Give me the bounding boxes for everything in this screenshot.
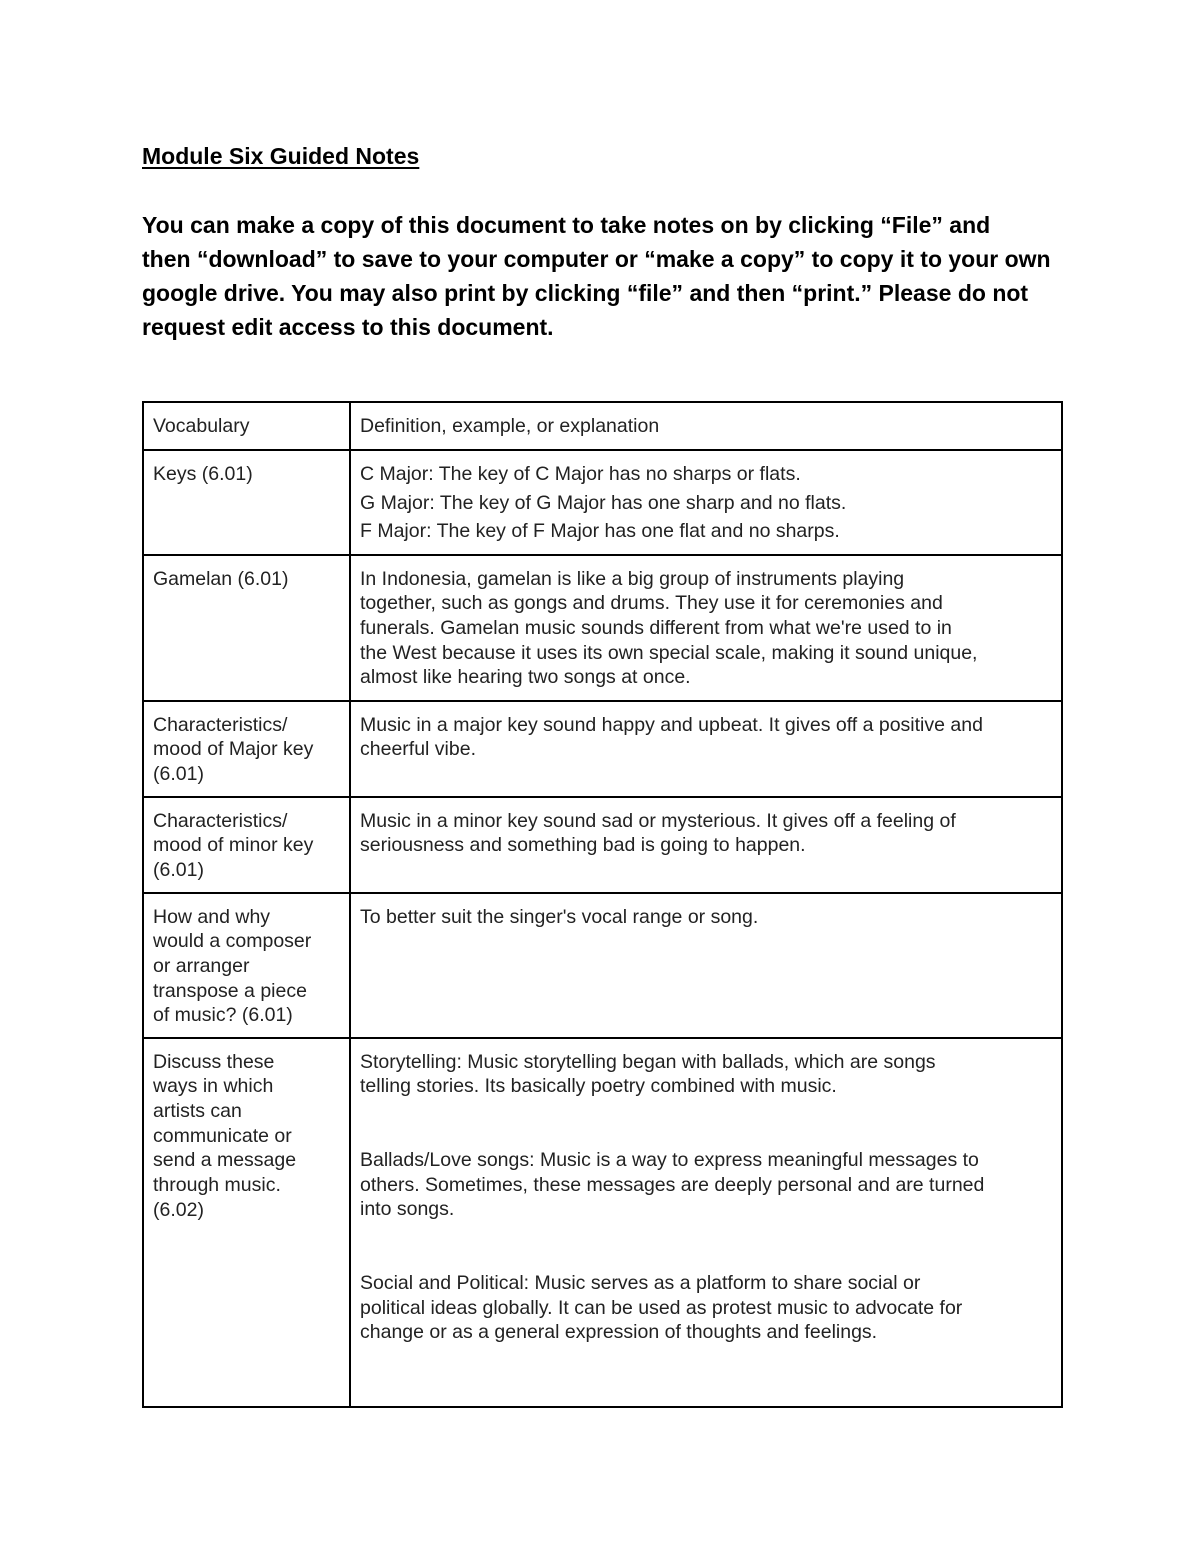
header-label: Vocabulary <box>153 415 250 437</box>
definition-line: To better suit the singer's vocal range or song. <box>360 905 759 928</box>
definition-cell <box>350 893 1062 1038</box>
definition-line: telling stories. Its basically poetry combined with music. <box>360 1075 837 1098</box>
header-cell-definition <box>350 402 1062 450</box>
term-line: mood of Major key <box>153 738 314 761</box>
term-line: ways in which <box>153 1075 274 1098</box>
intro-line: request edit access to this document. <box>142 314 554 340</box>
definition-line: change or as a general expression of thoughts and feelings. <box>360 1321 878 1344</box>
term-line: Characteristics/ <box>153 809 288 832</box>
definition-cell <box>350 450 1062 555</box>
term-line: mood of minor key <box>153 834 314 857</box>
term-line: Gamelan (6.01) <box>153 567 289 590</box>
term-line: communicate or <box>153 1124 292 1147</box>
definition-line: together, such as gongs and drums. They use it for ceremonies and <box>360 592 943 615</box>
table-row <box>143 797 1062 893</box>
definition-line: Social and Political: Music serves as a platform to share social or <box>360 1272 921 1295</box>
intro-paragraph <box>142 208 1072 344</box>
definition-cell <box>350 555 1062 701</box>
table-row <box>143 1038 1062 1407</box>
definition-cell <box>350 701 1062 797</box>
definition-line: F Major: The key of F Major has one flat and no sharps. <box>360 520 840 542</box>
term-cell <box>143 1038 350 1407</box>
table-row <box>143 450 1062 555</box>
term-line: Keys (6.01) <box>153 463 253 485</box>
intro-line: then “download” to save to your computer or “make a copy” to copy it to your own <box>142 246 1051 272</box>
definition-line: In Indonesia, gamelan is like a big group of instruments playing <box>360 567 905 590</box>
table-row <box>143 701 1062 797</box>
page-title: Module Six Guided Notes <box>142 143 420 169</box>
definition-line: cheerful vibe. <box>360 738 476 761</box>
vocabulary-table <box>142 401 1063 1408</box>
definition-line: Ballads/Love songs: Music is a way to express meaningful messages to <box>360 1148 979 1171</box>
term-cell <box>143 893 350 1038</box>
term-line: (6.02) <box>153 1198 204 1221</box>
definition-line: funerals. Gamelan music sounds different from what we're used to in <box>360 616 952 639</box>
table-row <box>143 555 1062 701</box>
definition-line: into songs. <box>360 1198 455 1221</box>
table-header-row <box>143 402 1062 450</box>
intro-line: You can make a copy of this document to take notes on by clicking “File” and <box>142 212 991 238</box>
definition-paragraph-ballads <box>360 1148 1052 1222</box>
header-cell-vocabulary <box>143 402 350 450</box>
intro-line: google drive. You may also print by clicking “file” and then “print.” Please do not <box>142 280 1029 306</box>
term-line: of music? (6.01) <box>153 1004 293 1027</box>
term-line: How and why <box>153 905 271 928</box>
definition-cell <box>350 1038 1062 1407</box>
term-line: send a message <box>153 1149 297 1172</box>
term-line: (6.01) <box>153 858 204 881</box>
definition-paragraph-storytelling <box>360 1050 1052 1099</box>
definition-line: political ideas globally. It can be used as protest music to advocate for <box>360 1296 963 1319</box>
definition-line: Storytelling: Music storytelling began with ballads, which are songs <box>360 1050 936 1073</box>
term-cell <box>143 450 350 555</box>
term-cell <box>143 797 350 893</box>
term-line: through music. <box>153 1174 281 1197</box>
definition-line: almost like hearing two songs at once. <box>360 666 691 689</box>
term-line: or arranger <box>153 954 250 977</box>
header-label: Definition, example, or explanation <box>360 415 660 437</box>
term-line: would a composer <box>153 930 312 953</box>
definition-line: Music in a minor key sound sad or mysterious. It gives off a feeling of <box>360 809 956 832</box>
term-line: Discuss these <box>153 1050 275 1073</box>
term-line: Characteristics/ <box>153 713 288 736</box>
definition-line: Music in a major key sound happy and upbeat. It gives off a positive and <box>360 713 983 736</box>
definition-cell <box>350 797 1062 893</box>
term-cell <box>143 701 350 797</box>
term-cell <box>143 555 350 701</box>
definition-line: seriousness and something bad is going to happen. <box>360 834 806 857</box>
definition-line: C Major: The key of C Major has no sharps or flats. <box>360 463 801 485</box>
definition-line: the West because it uses its own special scale, making it sound unique, <box>360 641 978 664</box>
definition-line: G Major: The key of G Major has one sharp and no flats. <box>360 491 847 514</box>
term-line: (6.01) <box>153 762 204 785</box>
definition-paragraph-social-political <box>360 1271 1052 1345</box>
term-line: transpose a piece <box>153 979 307 1002</box>
table-row <box>143 893 1062 1038</box>
term-line: artists can <box>153 1099 242 1122</box>
definition-line: others. Sometimes, these messages are deeply personal and are turned <box>360 1173 985 1196</box>
